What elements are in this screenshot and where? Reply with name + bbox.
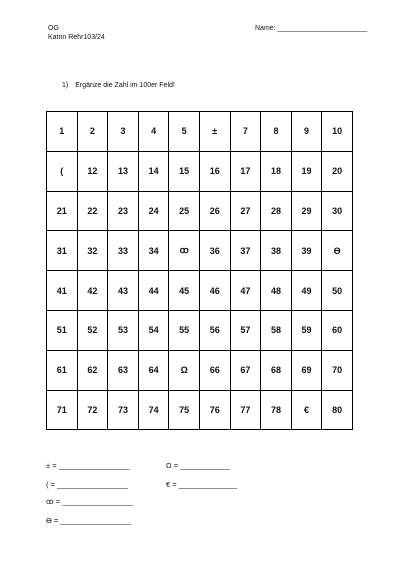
grid-cell: 34 xyxy=(138,231,169,271)
grid-cell: 70 xyxy=(322,350,353,390)
grid-row xyxy=(47,191,353,231)
grid-cell: 21 xyxy=(47,191,78,231)
grid-cell: 54 xyxy=(138,310,169,350)
grid-cell: 64 xyxy=(138,350,169,390)
grid-cell: 43 xyxy=(108,271,139,311)
grid-cell: 22 xyxy=(77,191,108,231)
grid-row xyxy=(47,151,353,191)
grid-cell: 19 xyxy=(291,151,322,191)
grid-cell: 50 xyxy=(322,271,353,311)
grid-cell: 7 xyxy=(230,112,261,152)
grid-cell: 17 xyxy=(230,151,261,191)
grid-cell: 72 xyxy=(77,390,108,430)
grid-cell: 5 xyxy=(169,112,200,152)
grid-cell: 57 xyxy=(230,310,261,350)
grid-cell: 59 xyxy=(291,310,322,350)
grid-cell: 29 xyxy=(291,191,322,231)
grid-cell: 75 xyxy=(169,390,200,430)
grid-cell: 48 xyxy=(261,271,292,311)
grid-cell: 10 xyxy=(322,112,353,152)
grid-cell: 8 xyxy=(261,112,292,152)
legend-euro[interactable]: € = ______________ xyxy=(166,480,238,489)
grid-cell: 66 xyxy=(199,350,230,390)
grid-cell: 47 xyxy=(230,271,261,311)
grid-cell: 73 xyxy=(108,390,139,430)
grid-cell: 3 xyxy=(108,112,139,152)
grid-cell: 56 xyxy=(199,310,230,350)
grid-cell: 69 xyxy=(291,350,322,390)
name-field[interactable]: Name: _______________________ xyxy=(255,25,368,32)
grid-cell: 12 xyxy=(77,151,108,191)
grid-row xyxy=(47,271,353,311)
hundred-grid xyxy=(46,111,353,430)
grid-cell: 30 xyxy=(322,191,353,231)
grid-cell: 80 xyxy=(322,390,353,430)
grid-cell: 44 xyxy=(138,271,169,311)
grid-row xyxy=(47,310,353,350)
grid-cell: ϴ xyxy=(322,231,353,271)
task-text: Ergänze die Zahl im 100er Feld! xyxy=(75,82,175,89)
grid-cell: 39 xyxy=(291,231,322,271)
grid-row xyxy=(47,231,353,271)
grid-cell: 63 xyxy=(108,350,139,390)
author-date-label: Katrin Rehr103/24 xyxy=(48,34,105,41)
legend-paren[interactable]: ( = _________________ xyxy=(46,480,128,489)
grid-cell: 13 xyxy=(108,151,139,191)
grid-cell: 67 xyxy=(230,350,261,390)
grid-cell: 61 xyxy=(47,350,78,390)
grid-cell: 76 xyxy=(199,390,230,430)
grid-cell: 23 xyxy=(108,191,139,231)
grid-cell: 77 xyxy=(230,390,261,430)
grid-cell: 78 xyxy=(261,390,292,430)
grid-cell: 4 xyxy=(138,112,169,152)
grid-cell: 36 xyxy=(199,231,230,271)
grid-cell: 28 xyxy=(261,191,292,231)
grid-cell: 58 xyxy=(261,310,292,350)
header-left xyxy=(48,24,105,42)
grid-cell: 71 xyxy=(47,390,78,430)
grid-cell: Ω xyxy=(169,350,200,390)
grid-cell: 1 xyxy=(47,112,78,152)
grid-cell: 49 xyxy=(291,271,322,311)
grid-cell: 31 xyxy=(47,231,78,271)
grid-row xyxy=(47,350,353,390)
grid-cell: 60 xyxy=(322,310,353,350)
grid-row xyxy=(47,112,353,152)
grid-cell: € xyxy=(291,390,322,430)
legend-plusminus[interactable]: ± = _________________ xyxy=(46,461,130,470)
legend-omega[interactable]: Ω = ____________ xyxy=(166,461,231,470)
grid-cell: 32 xyxy=(77,231,108,271)
grid-cell: ꝏ xyxy=(169,231,200,271)
grid-cell: 16 xyxy=(199,151,230,191)
grid-cell: 25 xyxy=(169,191,200,231)
grid-cell: 74 xyxy=(138,390,169,430)
task-number: 1) xyxy=(62,82,69,89)
grid-cell: 26 xyxy=(199,191,230,231)
course-label: OG xyxy=(48,25,59,32)
grid-cell: 62 xyxy=(77,350,108,390)
legend-theta[interactable]: ϴ = _________________ xyxy=(46,516,132,525)
grid-cell: 14 xyxy=(138,151,169,191)
grid-cell: 2 xyxy=(77,112,108,152)
grid-cell: 68 xyxy=(261,350,292,390)
grid-cell: 27 xyxy=(230,191,261,231)
grid-row xyxy=(47,390,353,430)
grid-cell: 9 xyxy=(291,112,322,152)
grid-cell: 53 xyxy=(108,310,139,350)
grid-cell: 41 xyxy=(47,271,78,311)
grid-cell: 15 xyxy=(169,151,200,191)
grid-cell: 51 xyxy=(47,310,78,350)
grid-cell: 38 xyxy=(261,231,292,271)
grid-cell: 18 xyxy=(261,151,292,191)
task-instruction xyxy=(62,82,182,89)
grid-cell: ± xyxy=(199,112,230,152)
grid-cell: 24 xyxy=(138,191,169,231)
grid-cell: 20 xyxy=(322,151,353,191)
grid-cell: 46 xyxy=(199,271,230,311)
grid-cell: 52 xyxy=(77,310,108,350)
grid-cell: 33 xyxy=(108,231,139,271)
grid-cell: 55 xyxy=(169,310,200,350)
grid-cell: 42 xyxy=(77,271,108,311)
grid-cell: ( xyxy=(47,151,78,191)
legend-oo[interactable]: ꝏ = _________________ xyxy=(46,497,134,506)
grid-cell: 45 xyxy=(169,271,200,311)
grid-cell: 37 xyxy=(230,231,261,271)
